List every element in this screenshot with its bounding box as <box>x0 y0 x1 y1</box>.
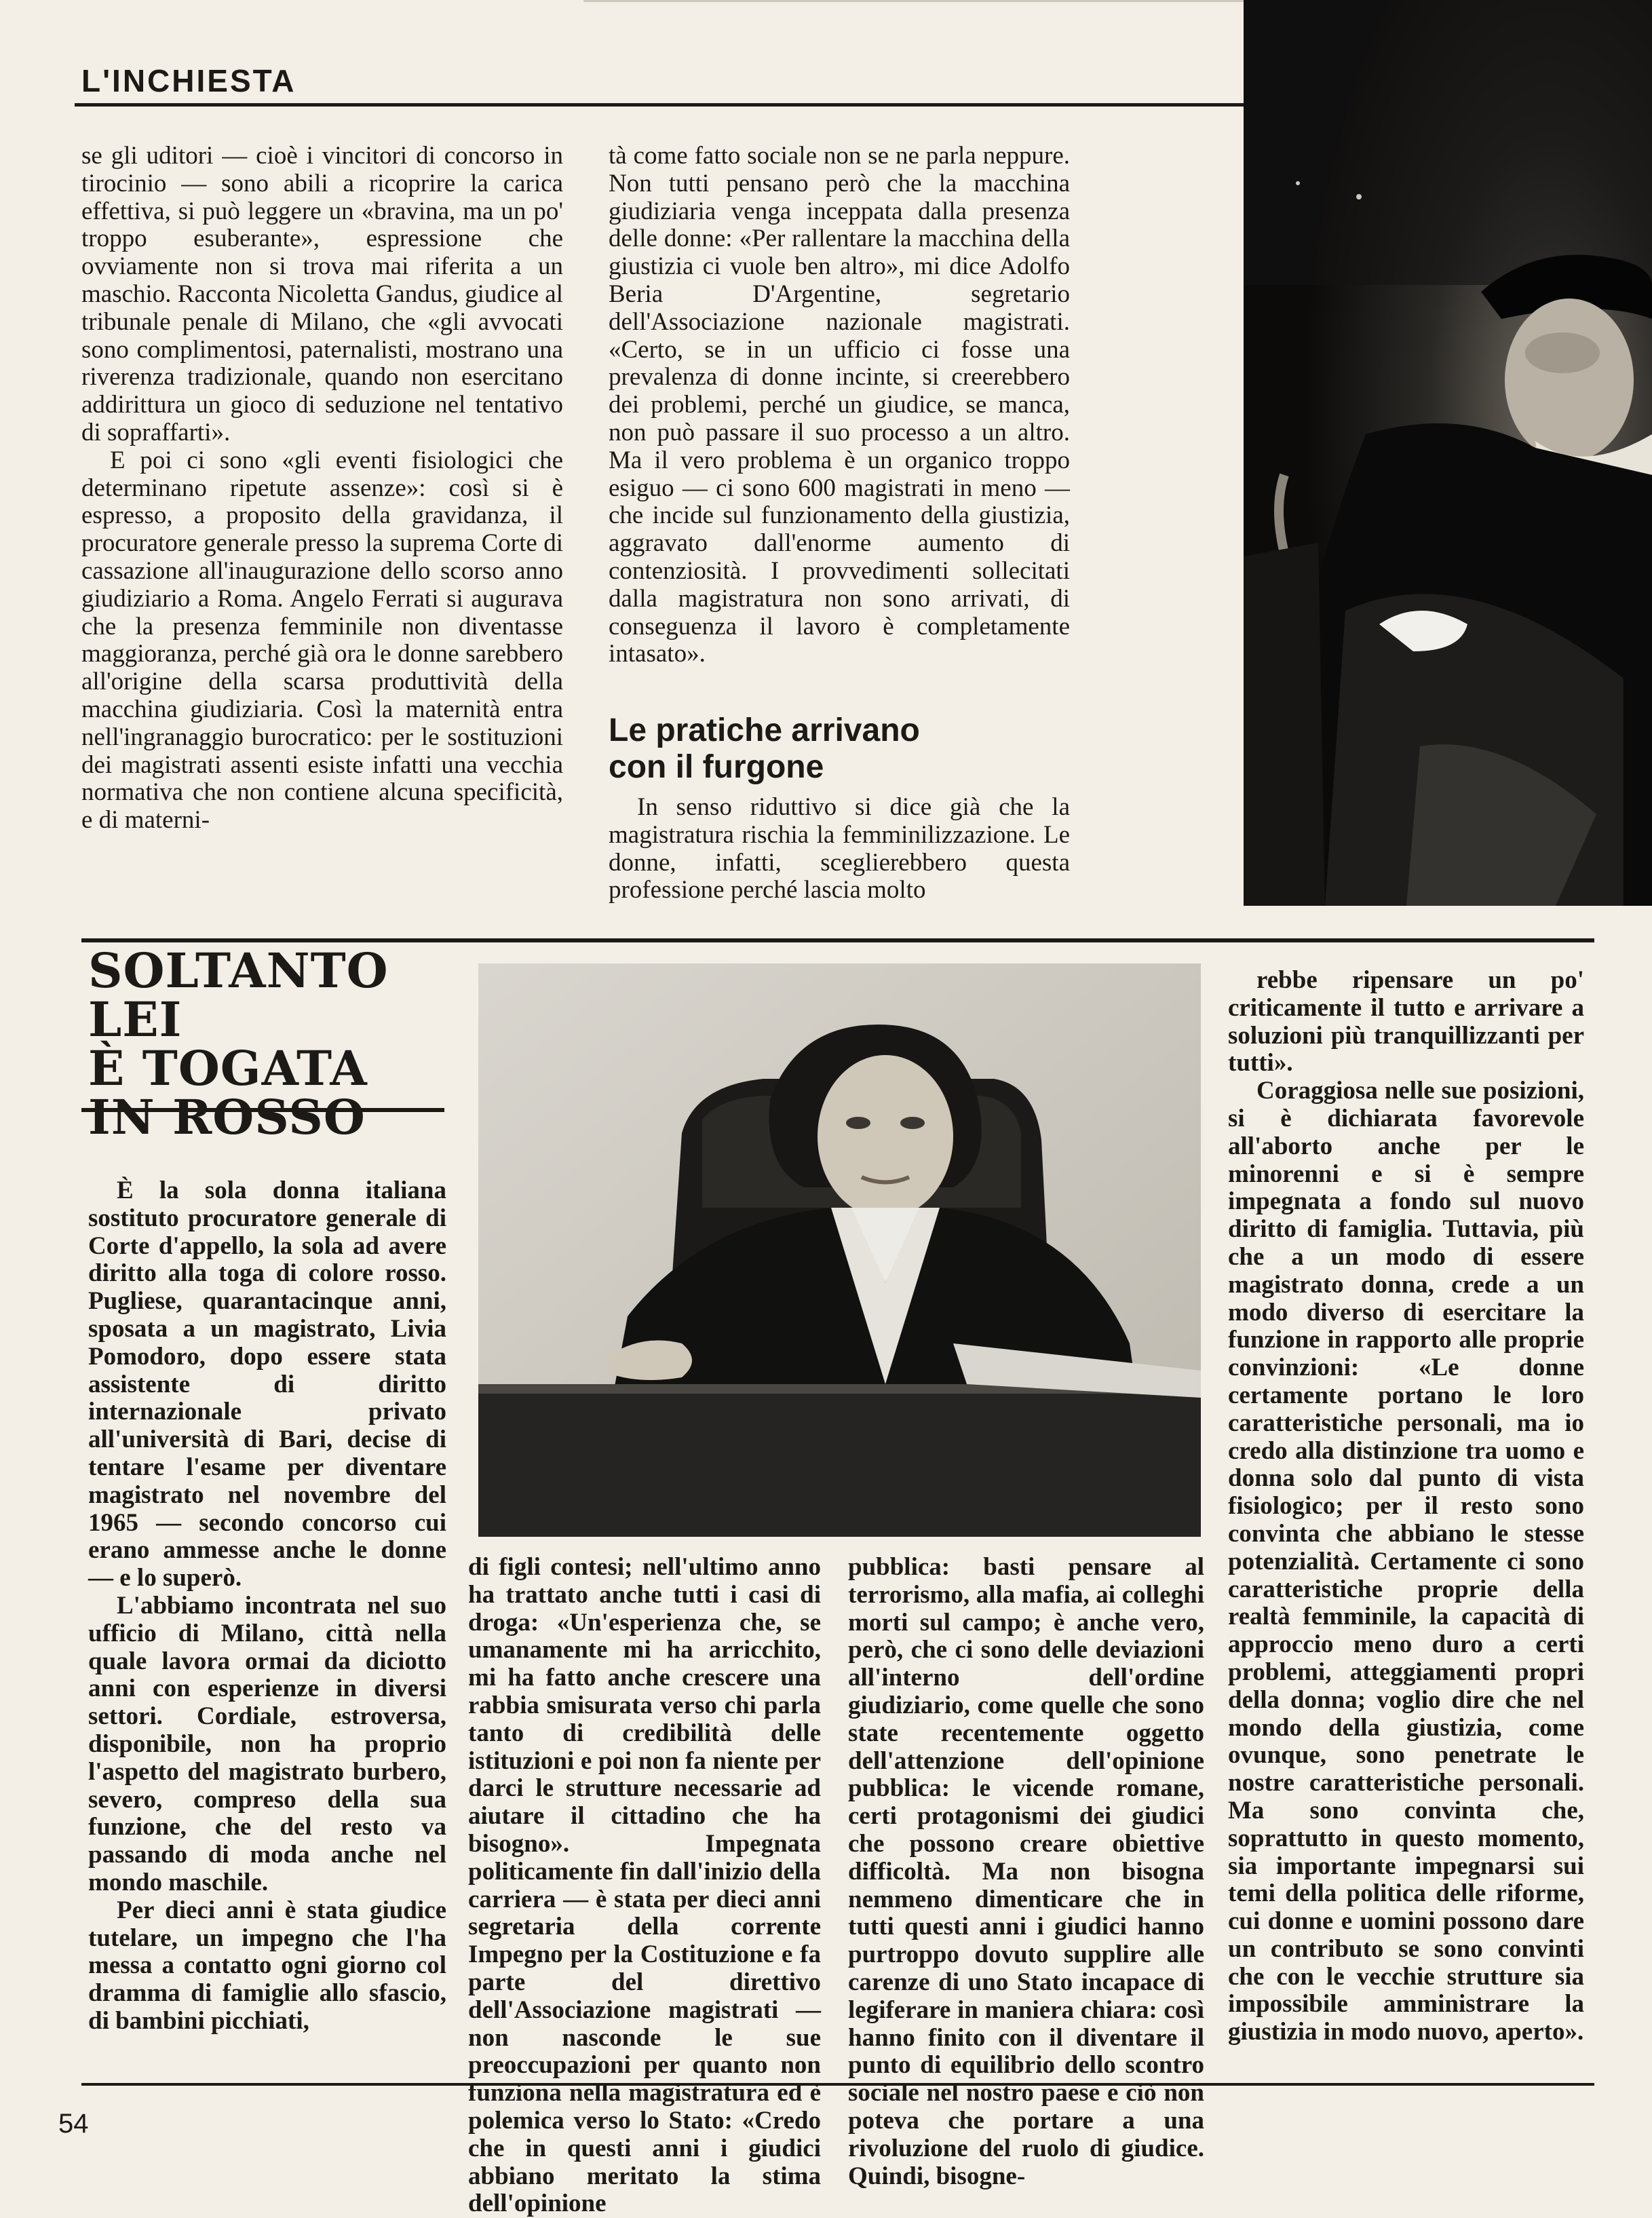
paragraph: pubblica: basti pensare al terrorismo, alla mafia, ai colleghi morti sul campo; è anche vero, però, che ci sono delle deviazioni all'interno dell'ordine giudiziario, come quelle che sono state recentemente oggetto dell'attenzione dell'opinione pubblica: le vicende romane, certi protagonismi dei giudici che possono creare obiettive difficoltà. Ma non bisogna nemmeno dimenticare che in tutti questi anni i giudici hanno purtroppo dovuto supplire alle carenze di uno Stato incapace di legiferare in maniera chiara: così hanno finito con il diventare il punto di equilibrio dello scontro sociale nel nostro paese e ciò non poteva che portare a una rivoluzione del ruolo di giudice. Quindi, bisogne- <box>848 1553 1204 2190</box>
paragraph: se gli uditori — cioè i vincitori di concorso in tirocinio — sono abili a ricoprire la carica effettiva, si può leggere un «bravina, ma un po' troppo esuberante», espressione che ovviamente non si trova mai riferita a un maschio. Racconta Nicoletta Gandus, giudice al tribunale penale di Milano, che «gli avvocati sono complimentosi, paternalisti, mostrano una riverenza tradizionale, quando non esercitano addirittura un gioco di seduzione nel tentativo di sopraffarti». <box>81 142 563 446</box>
box-column-1 <box>88 1177 446 2035</box>
header-rule <box>75 103 1248 107</box>
paragraph: L'abbiamo incontrata nel suo ufficio di Milano, città nella quale lavora ormai da diciotto anni con esperienze in diversi settori. Cordiale, estroversa, disponibile, non ha proprio l'aspetto del magistrato burbero, severo, compreso della sua funzione, che del resto va passando di moda anche nel mondo maschile. <box>88 1591 446 1896</box>
box-title-line-2: È TOGATA <box>88 1040 368 1096</box>
subheading-line-2: con il furgone <box>609 749 824 785</box>
paragraph: È la sola donna italiana sostituto procuratore generale di Corte d'appello, la sola ad avere diritto alla toga di colore rosso. Pugliese, quarantacinque anni, sposata a un magistrato, Livia Pomodoro, dopo essere stata assistente di diritto internazionale privato all'università di Bari, decise di tentare l'esame per diventare magistrato nel novembre del 1965 — secondo concorso cui erano ammesse anche le donne — e lo superò. <box>88 1177 446 1592</box>
box-title-line-3: IN ROSSO <box>88 1089 366 1145</box>
box-column-2 <box>468 1554 821 2218</box>
paragraph: di figli contesi; nell'ultimo anno ha trattato anche tutti i casi di droga: «Un'esperienza che, se umanamente mi ha arricchito, mi ha fatto anche crescere una rabbia smisurata verso chi parla tanto di credibilità delle istituzioni e poi non fa niente per darci le strutture necessarie ad aiutare il cittadino che ha bisogno». Impegnata politicamente fin dall'inizio della carriera — è stata per dieci anni segretaria della corrente Impegno per la Costituzione e fa parte del direttivo dell'Associazione magistrati — non nasconde le sue preoccupazioni per quanto non funziona nella magistratura ed è polemica verso lo Stato: «Credo che in questi anni i giudici abbiano meritato la stima dell'opinione <box>468 1553 821 2218</box>
page-number: 54 <box>58 2109 89 2139</box>
judges-photo <box>1244 0 1652 906</box>
box-column-4 <box>1228 967 1584 2046</box>
portrait-photo-image <box>478 963 1201 1537</box>
subheading-line-1: Le pratiche arrivano <box>609 712 920 748</box>
judges-photo-image <box>1244 0 1652 906</box>
paragraph: rebbe ripensare un po' criticamente il tutto e arrivare a soluzioni più tranquillizzanti per tutti». <box>1228 966 1584 1077</box>
article-column-1 <box>81 142 563 835</box>
article-column-2 <box>609 142 1070 668</box>
paragraph: Coraggiosa nelle sue posizioni, si è dichiarata favorevole all'aborto anche per le minorenni e si è sempre impegnata a fondo sul nuovo diritto di famiglia. Tuttavia, più che a un modo di essere magistrato donna, crede a un modo diverso di esercitare la funzione in rapporto alle proprie convinzioni: «Le donne certamente portano le loro caratteristiche personali, ma io credo alla distinzione tra uomo e donna solo dal punto di vista fisiologico; per il resto sono convinta che abbiano le stesse potenzialità. Certamente ci sono caratteristiche proprie della realtà femminile, la capacità di approccio meno duro a certi problemi, atteggiamenti propri della donna; voglio dire che nel mondo della giustizia, come ovunque, sono penetrate le nostre caratteristiche personali. Ma sono convinta che, soprattutto in questo momento, sia importante impegnarsi sui temi della politica delle riforme, cui donne e uomini possono dare un contributo se sono convinti che con le vecchie strutture sia impossibile amministrare la giustizia in modo nuovo, aperto». <box>1228 1077 1584 2046</box>
article-column-2b <box>609 794 1070 904</box>
box-bottom-rule <box>81 2083 1594 2086</box>
portrait-photo <box>478 963 1201 1537</box>
box-column-3 <box>848 1554 1204 2190</box>
paragraph: In senso riduttivo si dice già che la magistratura rischia la femminilizzazione. Le donne, infatti, sceglierebbero questa professione perché lascia molto <box>609 793 1070 904</box>
section-tag: L'INCHIESTA <box>81 63 296 98</box>
box-title-line-1: SOLTANTO LEI <box>88 942 389 1048</box>
box-title <box>88 942 441 1145</box>
paragraph: E poi ci sono «gli eventi fisiologici che determinano ripetute assenze»: così si è espresso, a proposito della gravidanza, il procuratore generale presso la suprema Corte di cassazione all'inaugurazione dello scorso anno giudiziario a Roma. Angelo Ferrati si augurava che la presenza femminile non diventasse maggioranza, perché già ora le donne sarebbero all'origine della scarsa produttività della macchina giudiziaria. Così la maternità entra nell'ingranaggio burocratico: per le sostituzioni dei magistrati assenti esiste infatti una vecchia normativa che non contiene alcuna specificità, e di materni- <box>81 446 563 835</box>
paragraph: tà come fatto sociale non se ne parla neppure. Non tutti pensano però che la macchina giudiziaria venga inceppata dalla presenza delle donne: «Per rallentare la macchina della giustizia ci vuole ben altro», mi dice Adolfo Beria D'Argentine, segretario dell'Associazione nazionale magistrati. «Certo, se in un ufficio ci fosse una prevalenza di donne incinte, si creerebbero dei problemi, perché un giudice, se manca, non può passare il suo processo a un altro. Ma il vero problema è un organico troppo esiguo — ci sono 600 magistrati in meno — che incide sul funzionamento della giustizia, aggravato dall'enorme aumento di contenziosità. I provvedimenti sollecitati dalla magistratura non sono arrivati, di conseguenza il lavoro è completamente intasato». <box>609 142 1070 668</box>
paragraph: Per dieci anni è stata giudice tutelare, un impegno che l'ha messa a contatto ogni giorno col dramma di famiglie allo sfascio, di bambini picchiati, <box>88 1896 446 2035</box>
subheading <box>609 712 1097 786</box>
